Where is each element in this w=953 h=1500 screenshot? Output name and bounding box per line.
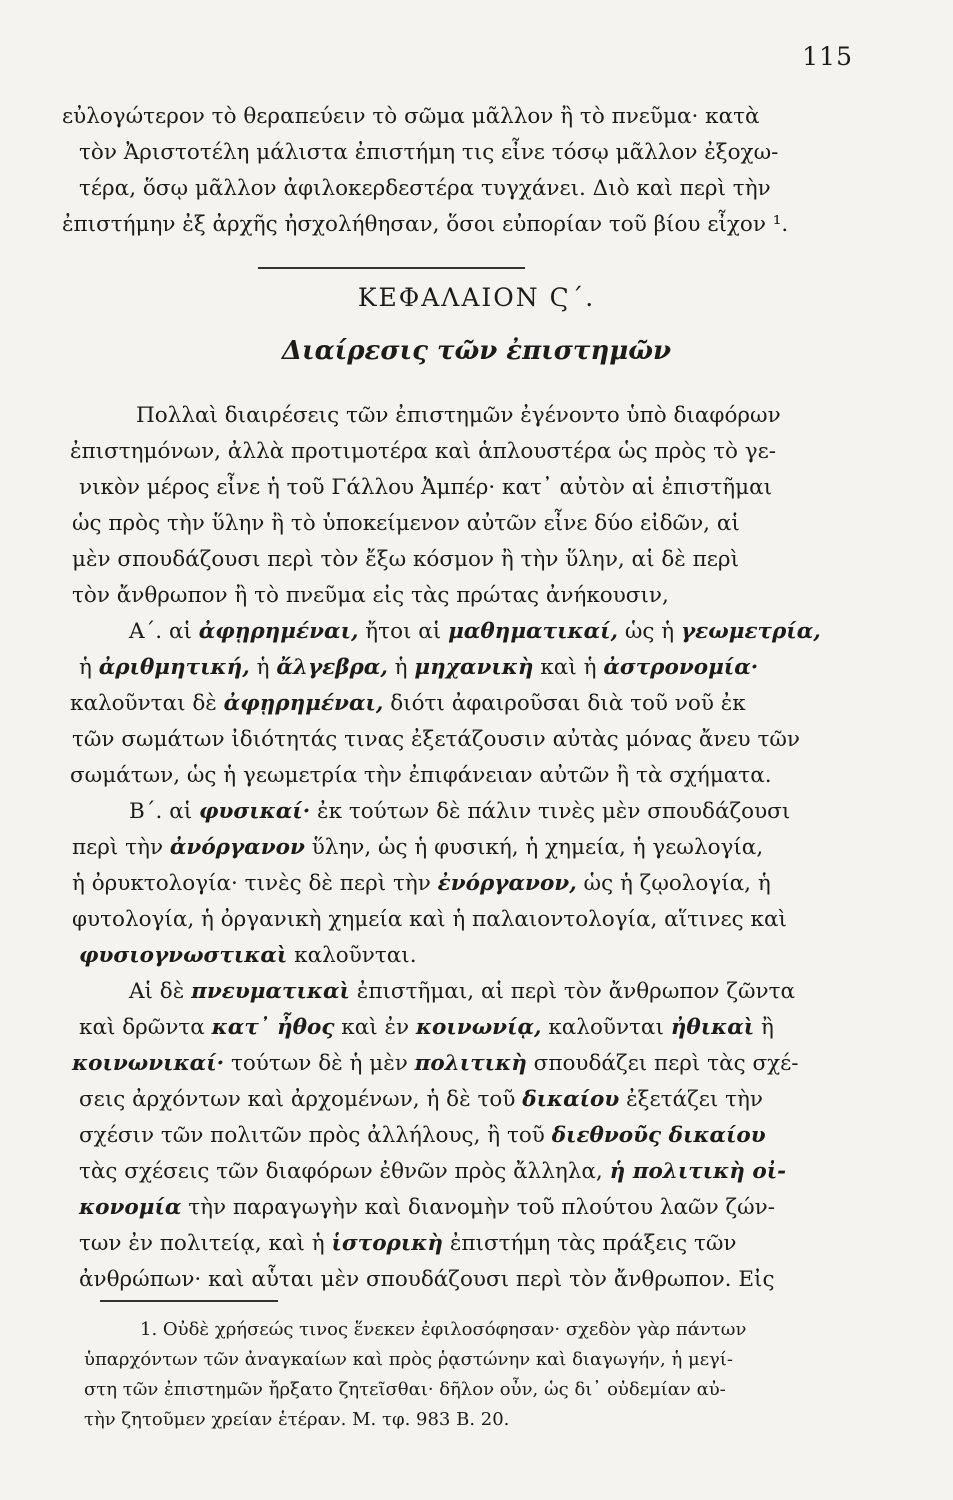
term: ἠθικαὶ	[670, 1015, 755, 1040]
term: ἀστρονομία·	[603, 655, 759, 680]
text-line: Β΄. αἱ φυσικαί· ἐκ τούτων δὲ πάλιν τινὲς μὲν σπουδάζουσι	[129, 799, 791, 824]
term: κονομία	[79, 1195, 182, 1220]
term: ἐνόργανον,	[437, 871, 577, 896]
text-line: των ἐν πολιτείᾳ, καὶ ἡ ἱστορικὴ ἐπιστήμη τὰς πράξεις τῶν	[79, 1231, 737, 1256]
term: ἱστορικὴ	[331, 1231, 444, 1256]
text-line: ἀνθρώπων· καὶ αὗται μὲν σπουδάζουσι περὶ τὸν ἄνθρωπον. Εἰς	[79, 1267, 775, 1292]
text-line: καὶ δρῶντα κατ᾽ ἦθος καὶ ἐν κοινωνίᾳ, καλοῦνται ἠθικαὶ ἢ	[79, 1015, 774, 1040]
text-line: φυτολογία, ἡ ὀργανικὴ χημεία καὶ ἡ παλαιοντολογία, αἵτινες καὶ	[72, 907, 787, 932]
term: φυσικαί·	[199, 799, 311, 824]
text-line: Α΄. αἱ ἀφῃρημέναι, ἤτοι αἱ μαθηματικαί, ὡς ἡ γεωμετρία,	[129, 619, 821, 644]
term: κατ᾽ ἦθος	[211, 1015, 335, 1040]
section-title: Διαίρεσις τῶν ἐπιστημῶν	[281, 336, 672, 366]
text-line: τὰς σχέσεις τῶν διαφόρων ἐθνῶν πρὸς ἄλληλα, ἡ πολιτικὴ οἰ-	[79, 1159, 787, 1184]
text-line: τῶν σωμάτων ἰδιότητάς τινας ἐξετάζουσιν αὐτὰς μόνας ἄνευ τῶν	[72, 727, 800, 752]
chapter-divider	[258, 267, 525, 269]
footnote-line: τὴν ζητοῦμεν χρείαν ἑτέραν. Μ. τφ. 983 Β. 20.	[84, 1409, 510, 1430]
footnote-line: στη τῶν ἐπιστημῶν ἤρξατο ζητεῖσθαι· δῆλον οὖν, ὡς δι᾽ οὐδεμίαν αὐ-	[84, 1379, 726, 1400]
term: πολιτικὴ	[414, 1051, 527, 1076]
term: ἄλγεβρα,	[276, 655, 388, 680]
term: ἡ πολιτικὴ οἰ-	[609, 1159, 787, 1184]
term: πνευματικαὶ	[191, 979, 350, 1004]
text-line: καλοῦνται δὲ ἀφῃρημέναι, διότι ἀφαιροῦσαι διὰ τοῦ νοῦ ἐκ	[70, 691, 746, 716]
text-line: σχέσιν τῶν πολιτῶν πρὸς ἀλλήλους, ἢ τοῦ διεθνοῦς δικαίου	[79, 1123, 766, 1148]
term: μαθηματικαί,	[448, 619, 619, 644]
text-line: μὲν σπουδάζουσι περὶ τὸν ἔξω κόσμον ἢ τὴν ὕλην, αἱ δὲ περὶ	[72, 547, 739, 572]
text-line: ἐπιστημόνων, ἀλλὰ προτιμοτέρα καὶ ἁπλουστέρα ὡς πρὸς τὸ γε-	[70, 439, 777, 464]
footnote-line: ὑπαρχόντων τῶν ἀναγκαίων καὶ πρὸς ῥᾳστώνην καὶ διαγωγήν, ἡ μεγί-	[84, 1349, 733, 1370]
text-line: ἡ ὀρυκτολογία· τινὲς δὲ περὶ τὴν ἐνόργανον, ὡς ἡ ζῳολογία, ἡ	[72, 871, 771, 896]
chapter-heading: ΚΕΦΑΛΑΙΟΝ Ϛ΄.	[357, 283, 596, 312]
text-line: σωμάτων, ὡς ἡ γεωμετρία τὴν ἐπιφάνειαν αὐτῶν ἢ τὰ σχήματα.	[70, 763, 772, 788]
term: δικαίου	[522, 1087, 620, 1112]
term: κοινωνίᾳ,	[415, 1015, 542, 1040]
term: μηχανικὴ	[414, 655, 534, 680]
term: φυσιογνωστικαὶ	[79, 943, 288, 968]
text-line: νικὸν μέρος εἶνε ἡ τοῦ Γάλλου Ἀμπέρ· κατ᾽ αὐτὸν αἱ ἐπιστῆμαι	[79, 475, 773, 500]
text-line: τὸν ἄνθρωπον ἢ τὸ πνεῦμα εἰς τὰς πρώτας ἀνήκουσιν,	[72, 583, 669, 608]
text-line: κονομία τὴν παραγωγὴν καὶ διανομὴν τοῦ πλούτου λαῶν ζών-	[79, 1195, 775, 1220]
page-number: 115	[802, 42, 853, 71]
text-line: ἡ ἀριθμητική, ἡ ἄλγεβρα, ἡ μηχανικὴ καὶ ἡ ἀστρονομία·	[79, 655, 759, 680]
text-line: Πολλαὶ διαιρέσεις τῶν ἐπιστημῶν ἐγένοντο ὑπὸ διαφόρων	[136, 403, 781, 428]
text-line: περὶ τὴν ἀνόργανον ὕλην, ὡς ἡ φυσική, ἡ χημεία, ἡ γεωλογία,	[72, 835, 764, 860]
text-line: τέρα, ὅσῳ μᾶλλον ἀφιλοκερδεστέρα τυγχάνει. Διὸ καὶ περὶ τὴν	[79, 176, 771, 201]
text-line: Αἱ δὲ πνευματικαὶ ἐπιστῆμαι, αἱ περὶ τὸν ἄνθρωπον ζῶντα	[129, 979, 795, 1004]
footnote-line: 1. Οὐδὲ χρήσεώς τινος ἕνεκεν ἐφιλοσόφησαν· σχεδὸν γὰρ πάντων	[140, 1319, 747, 1340]
term: γεωμετρία,	[680, 619, 821, 644]
term: κοινωνικαί·	[72, 1051, 225, 1076]
text-line: ἐπιστήμην ἐξ ἀρχῆς ἠσχολήθησαν, ὅσοι εὐπορίαν τοῦ βίου εἶχον ¹.	[62, 212, 789, 237]
text-line: φυσιογνωστικαὶ καλοῦνται.	[79, 943, 417, 968]
text-line: εὐλογώτερον τὸ θεραπεύειν τὸ σῶμα μᾶλλον ἢ τὸ πνεῦμα· κατὰ	[62, 104, 760, 129]
text-line: κοινωνικαί· τούτων δὲ ἡ μὲν πολιτικὴ σπουδάζει περὶ τὰς σχέ-	[72, 1051, 799, 1076]
term: διεθνοῦς δικαίου	[551, 1123, 766, 1148]
text-line: ὡς πρὸς τὴν ὕλην ἢ τὸ ὑποκείμενον αὐτῶν εἶνε δύο εἰδῶν, αἱ	[72, 511, 740, 536]
term: ἀφῃρημέναι,	[223, 691, 384, 716]
text-line: σεις ἀρχόντων καὶ ἀρχομένων, ἡ δὲ τοῦ δικαίου ἐξετάζει τὴν	[79, 1087, 763, 1112]
term: ἀριθμητική,	[98, 655, 250, 680]
term: ἀνόργανον	[169, 835, 305, 860]
text-line: τὸν Ἀριστοτέλη μάλιστα ἐπιστήμη τις εἶνε τόσῳ μᾶλλον ἐξοχω-	[79, 140, 779, 165]
term: ἀφῃρημέναι,	[198, 619, 359, 644]
footnote-rule	[100, 1300, 278, 1302]
